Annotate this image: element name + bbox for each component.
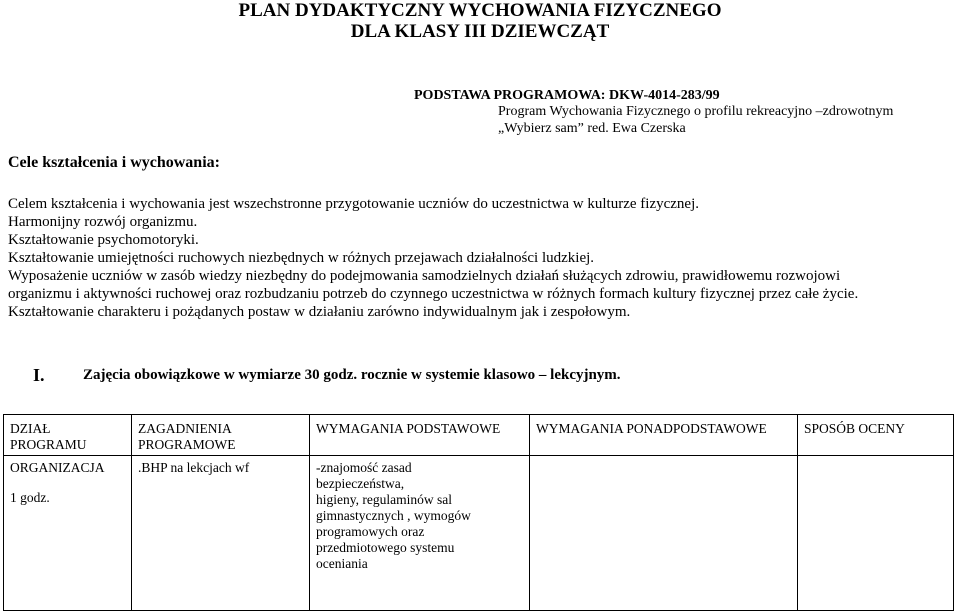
table-row	[4, 456, 954, 611]
goal-line-2: Harmonijny rozwój organizmu.	[8, 214, 198, 230]
row-grading-method	[798, 456, 954, 611]
goal-line-6: organizmu i aktywności ruchowej oraz rozbudzaniu potrzeb do czynnego uczestnictwa w różnych formach kultury fizycznej przez całe życie.	[8, 286, 859, 302]
basic-req-line: oceniania	[316, 556, 368, 571]
document-title-line1: PLAN DYDAKTYCZNY WYCHOWANIA FIZYCZNEGO	[238, 0, 722, 21]
curriculum-table	[3, 414, 954, 611]
goal-line-1: Celem kształcenia i wychowania jest wszechstronne przygotowanie uczniów do uczestnictwa w kulturze fizycznej.	[8, 196, 699, 212]
goals-heading: Cele kształcenia i wychowania:	[8, 154, 220, 171]
header-topics-cell	[132, 415, 310, 456]
basic-req-line: przedmiotowego systemu	[316, 540, 455, 555]
basic-req-line: -znajomość zasad	[316, 460, 412, 475]
header-topics-line1: ZAGADNIENIA	[138, 421, 232, 436]
goal-line-4: Kształtowanie umiejętności ruchowych niezbędnych w różnych przejawach działalności ludzkiej.	[8, 250, 595, 266]
basic-req-line: programowych oraz	[316, 524, 425, 539]
basic-req-line: bezpieczeństwa,	[316, 476, 405, 491]
header-section-line1: DZIAŁ	[10, 421, 51, 436]
goal-line-5: Wyposażenie uczniów w zasób wiedzy niezbędny do podejmowania samodzielnych działań służących zdrowiu, prawidłowemu rozwojowi	[8, 268, 841, 284]
program-basis: PODSTAWA PROGRAMOWA: DKW-4014-283/99	[414, 88, 720, 103]
row-advanced-requirements	[530, 456, 798, 611]
section-number: I.	[33, 365, 45, 385]
table-header-row	[4, 415, 954, 456]
header-section-cell	[4, 415, 132, 456]
row-basic-requirements	[310, 456, 530, 611]
row-topic: .BHP na lekcjach wf	[132, 456, 310, 611]
row-hours: 1 godz.	[10, 490, 50, 505]
row-section-cell	[4, 456, 132, 611]
section-title: Zajęcia obowiązkowe w wymiarze 30 godz. rocznie w systemie klasowo – lekcyjnym.	[83, 367, 621, 383]
basic-req-line: higieny, regulaminów sal	[316, 492, 452, 507]
header-section-line2: PROGRAMU	[10, 437, 87, 452]
goal-line-7: Kształtowanie charakteru i pożądanych postaw w działaniu zarówno indywidualnym jak i zespołowym.	[8, 304, 631, 320]
header-topics-line2: PROGRAMOWE	[138, 437, 236, 452]
basic-req-line: gimnastycznych , wymogów	[316, 508, 471, 523]
header-grading-method: SPOSÓB OCENY	[798, 415, 954, 456]
document-title-line2: DLA KLASY III DZIEWCZĄT	[350, 21, 610, 42]
goal-line-3: Kształtowanie psychomotoryki.	[8, 232, 199, 248]
program-name: Program Wychowania Fizycznego o profilu rekreacyjno –zdrowotnym	[498, 104, 894, 119]
row-section-name: ORGANIZACJA	[10, 460, 105, 475]
header-advanced-requirements: WYMAGANIA PONADPODSTAWOWE	[530, 415, 798, 456]
header-basic-requirements: WYMAGANIA PODSTAWOWE	[310, 415, 530, 456]
program-author: „Wybierz sam” red. Ewa Czerska	[498, 121, 686, 136]
